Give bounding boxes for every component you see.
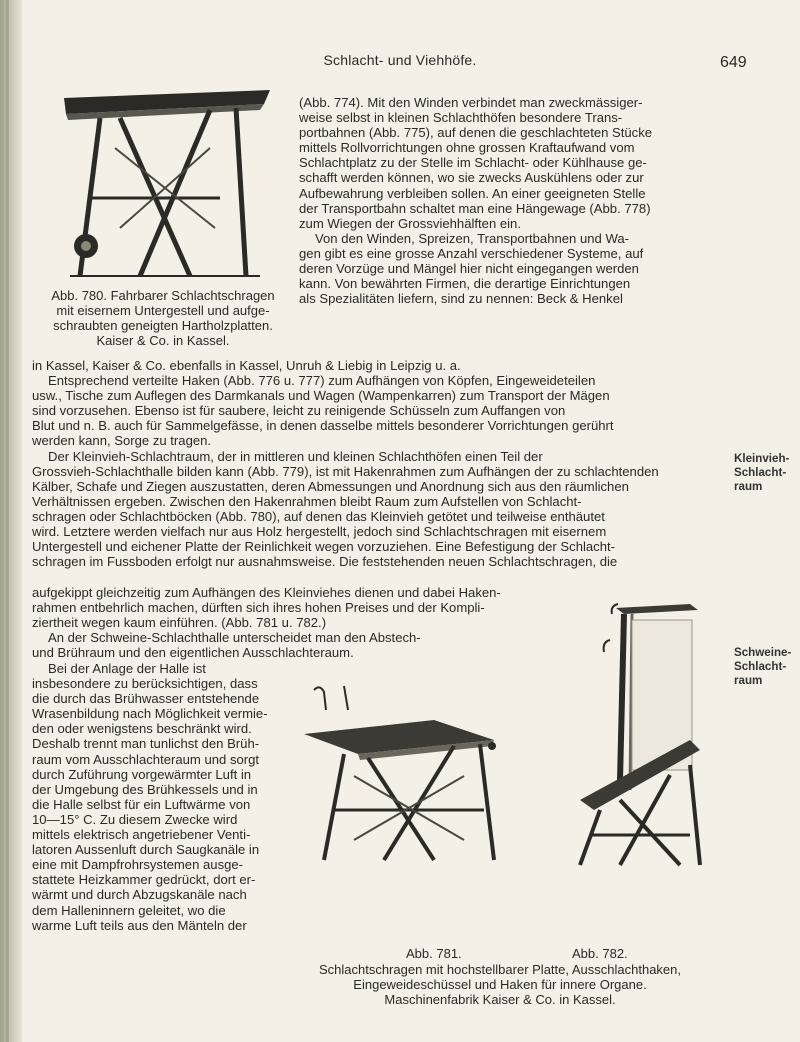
- text-line: schragen oder Schlachtböcken (Abb. 780), auf denen das Kleinvieh getötet und teilweise enthäutet: [32, 508, 605, 524]
- text-line: Kälber, Schafe und Ziegen auszustatten, deren Abmessungen und Anordnung sich aus den räumlichen: [32, 478, 629, 494]
- text-line: Verhältnissen ergeben. Zwischen den Hakenrahmen bleibt Raum zum Aufstellen von Schlacht-: [32, 493, 582, 509]
- page-binding-edge: [0, 0, 22, 1042]
- page-number: 649: [720, 54, 747, 71]
- margin-note-line: raum: [734, 480, 763, 493]
- text-line: schafft werden können, wo sie zwecks Auskühlens oder zur: [299, 170, 644, 186]
- text-line: warme Luft teils aus den Mänteln der: [32, 917, 247, 933]
- text-line: Untergestell und eichener Platte der Reinlichkeit wegen vorzuziehen. Eine Befestigung der Schlacht-: [32, 539, 616, 555]
- text-line: sind vorzusehen. Ebenso ist für saubere, leicht zu reinigende Schüsseln zum Auffangen von: [32, 403, 566, 419]
- margin-note-line: raum: [734, 674, 763, 687]
- text-line: den oder wenigstens beschränkt wird.: [32, 721, 252, 737]
- text-line: Blut und n. B. auch für Sammelgefässe, in denen dasselbe mittels besonderer Vorrichtungen gerührt: [32, 418, 614, 434]
- margin-note-line: Kleinvieh-: [734, 452, 790, 465]
- text-line: Schlachtplatz zu der Stelle im Schlacht- oder Kühlhause ge-: [299, 155, 647, 171]
- figure-780-caption: [32, 288, 294, 348]
- text-line: werden kann, Sorge zu tragen.: [32, 433, 212, 449]
- page-header: [0, 52, 800, 74]
- text-line: der Umgebung des Brühkessels und in: [32, 781, 258, 797]
- figure-781-illustration: [284, 680, 534, 870]
- text-line: zum Wiegen der Grossviehhälften ein.: [299, 215, 521, 231]
- paragraph-main: [32, 358, 714, 569]
- caption-line: mit eisernem Untergestell und aufge-: [56, 303, 270, 318]
- text-line: eine mit Dampfrohrsystemen ausge-: [32, 857, 244, 873]
- caption-line: Schlachtschragen mit hochstellbarer Platte, Ausschlachthaken,: [318, 962, 682, 977]
- text-line: der Transportbahn schaltet man eine Hängewage (Abb. 778): [299, 200, 651, 216]
- text-line: Der Kleinvieh-Schlachtraum, der in mittleren und kleinen Schlachthöfen einen Teil der: [48, 448, 543, 464]
- text-line: latoren Aussenluft durch Saugkanäle in: [32, 842, 260, 858]
- caption-line: Abb. 780. Fahrbarer Schlachtschragen: [51, 288, 275, 303]
- figure-781-782-caption: [286, 946, 714, 1007]
- text-line: insbesondere zu berücksichtigen, dass: [32, 676, 258, 692]
- running-head: Schlacht- und Viehhöfe.: [323, 52, 477, 68]
- text-line: rahmen entbehrlich machen, dürften sich ihres hohen Preises und der Kompli-: [32, 600, 485, 616]
- caption-line: Eingeweideschüssel und Haken für innere Organe.: [353, 977, 647, 992]
- caption-line: Maschinenfabrik Kaiser & Co. in Kassel.: [384, 992, 616, 1007]
- paragraph-narrow: [32, 585, 592, 660]
- text-line: gen gibt es eine grosse Anzahl verschiedener Systeme, auf: [299, 245, 644, 261]
- paragraph-hall: [32, 661, 274, 933]
- text-line: Bei der Anlage der Halle ist: [48, 661, 206, 676]
- text-line: als Spezialitäten liefern, sind zu nennen: Beck & Henkel: [299, 291, 623, 307]
- margin-note-kleinvieh: [734, 452, 800, 494]
- text-line: (Abb. 774). Mit den Winden verbindet man zweckmässiger-: [299, 95, 643, 110]
- text-line: Aufbewahrung verbleiben sollen. An einer geeigneten Stelle: [299, 185, 646, 201]
- text-line: mittels Rollvorrichtungen ohne grossen Kraftaufwand vom: [299, 140, 635, 156]
- figure-782-illustration: [540, 600, 730, 870]
- text-line: Von den Winden, Spreizen, Transportbahnen und Wa-: [315, 230, 629, 246]
- text-line: Deshalb trennt man tunlichst den Brüh-: [32, 736, 260, 752]
- text-line: schragen im Fussboden erfolgt nur ausnahmsweise. Die feststehenden neuen Schlachtschragen, die: [32, 554, 618, 570]
- margin-note-line: Schweine-: [734, 646, 792, 659]
- figure-782-label: Abb. 782.: [572, 946, 628, 961]
- text-line: durch Zuführung vorgewärmter Luft in: [32, 766, 252, 782]
- text-line: aufgekippt gleichzeitig zum Aufhängen des Kleinviehes dienen und dabei Haken-: [32, 585, 501, 600]
- margin-note-line: Schlacht-: [734, 660, 787, 673]
- text-line: raum vom Ausschlachteraum und sorgt: [32, 751, 260, 767]
- text-line: kann. Von bewährten Firmen, die derartige Einrichtungen: [299, 276, 631, 292]
- text-line: in Kassel, Kaiser & Co. ebenfalls in Kassel, Unruh & Liebig in Leipzig u. a.: [32, 358, 461, 373]
- text-line: mittels elektrisch angetriebener Venti-: [32, 827, 251, 843]
- text-line: stattete Heizkammer gedrückt, dort er-: [32, 872, 256, 888]
- text-line: Entsprechend verteilte Haken (Abb. 776 u. 777) zum Aufhängen von Köpfen, Eingeweideteilen: [48, 373, 596, 389]
- caption-line: schraubten geneigten Hartholzplatten.: [53, 318, 273, 333]
- text-line: die Halle selbst für ein Luftwärme von: [32, 796, 251, 812]
- margin-note-line: Schlacht-: [734, 466, 787, 479]
- text-line: An der Schweine-Schlachthalle unterscheidet man den Abstech-: [48, 630, 421, 646]
- text-line: portbahnen (Abb. 775), auf denen die geschlachteten Stücke: [299, 125, 653, 141]
- caption-line: Kaiser & Co. in Kassel.: [96, 333, 230, 348]
- text-line: weise selbst in kleinen Schlachthöfen besondere Trans-: [299, 110, 623, 126]
- text-line: deren Vorzüge und Mängel hier nicht eingegangen werden: [299, 261, 639, 277]
- margin-note-schweine: [734, 646, 800, 688]
- text-line: 10—15° C. Zu diesem Zwecke wird: [32, 811, 238, 827]
- text-line: die durch das Brühwasser entstehende: [32, 691, 260, 707]
- text-line: Wrasenbildung nach Möglichkeit vermie-: [32, 706, 268, 722]
- text-line: dem Halleninnern geleitet, wo die: [32, 902, 226, 918]
- text-line: Grossvieh-Schlachthalle bilden kann (Abb. 779), ist mit Hakenrahmen zum Aufhängen der zu schlachtenden: [32, 463, 659, 479]
- text-line: wird. Letztere werden vielfach nur aus Holz hergestellt, jedoch sind Schlachtschragen mit eisernem: [32, 524, 607, 540]
- text-line: wärmt und durch Abzugskanäle nach: [32, 887, 247, 903]
- paragraph-intro: [299, 95, 714, 306]
- figure-781-label: Abb. 781.: [406, 946, 462, 961]
- text-line: ziertheit wegen kaum einführen. (Abb. 781 u. 782.): [32, 615, 327, 631]
- figure-780-illustration: [60, 88, 280, 288]
- text-line: und Brühraum und den eigentlichen Ausschlachteraum.: [32, 645, 354, 661]
- text-line: usw., Tische zum Auflegen des Darmkanals und Wagen (Wampenkarren) zum Transport der Mägen: [32, 388, 610, 404]
